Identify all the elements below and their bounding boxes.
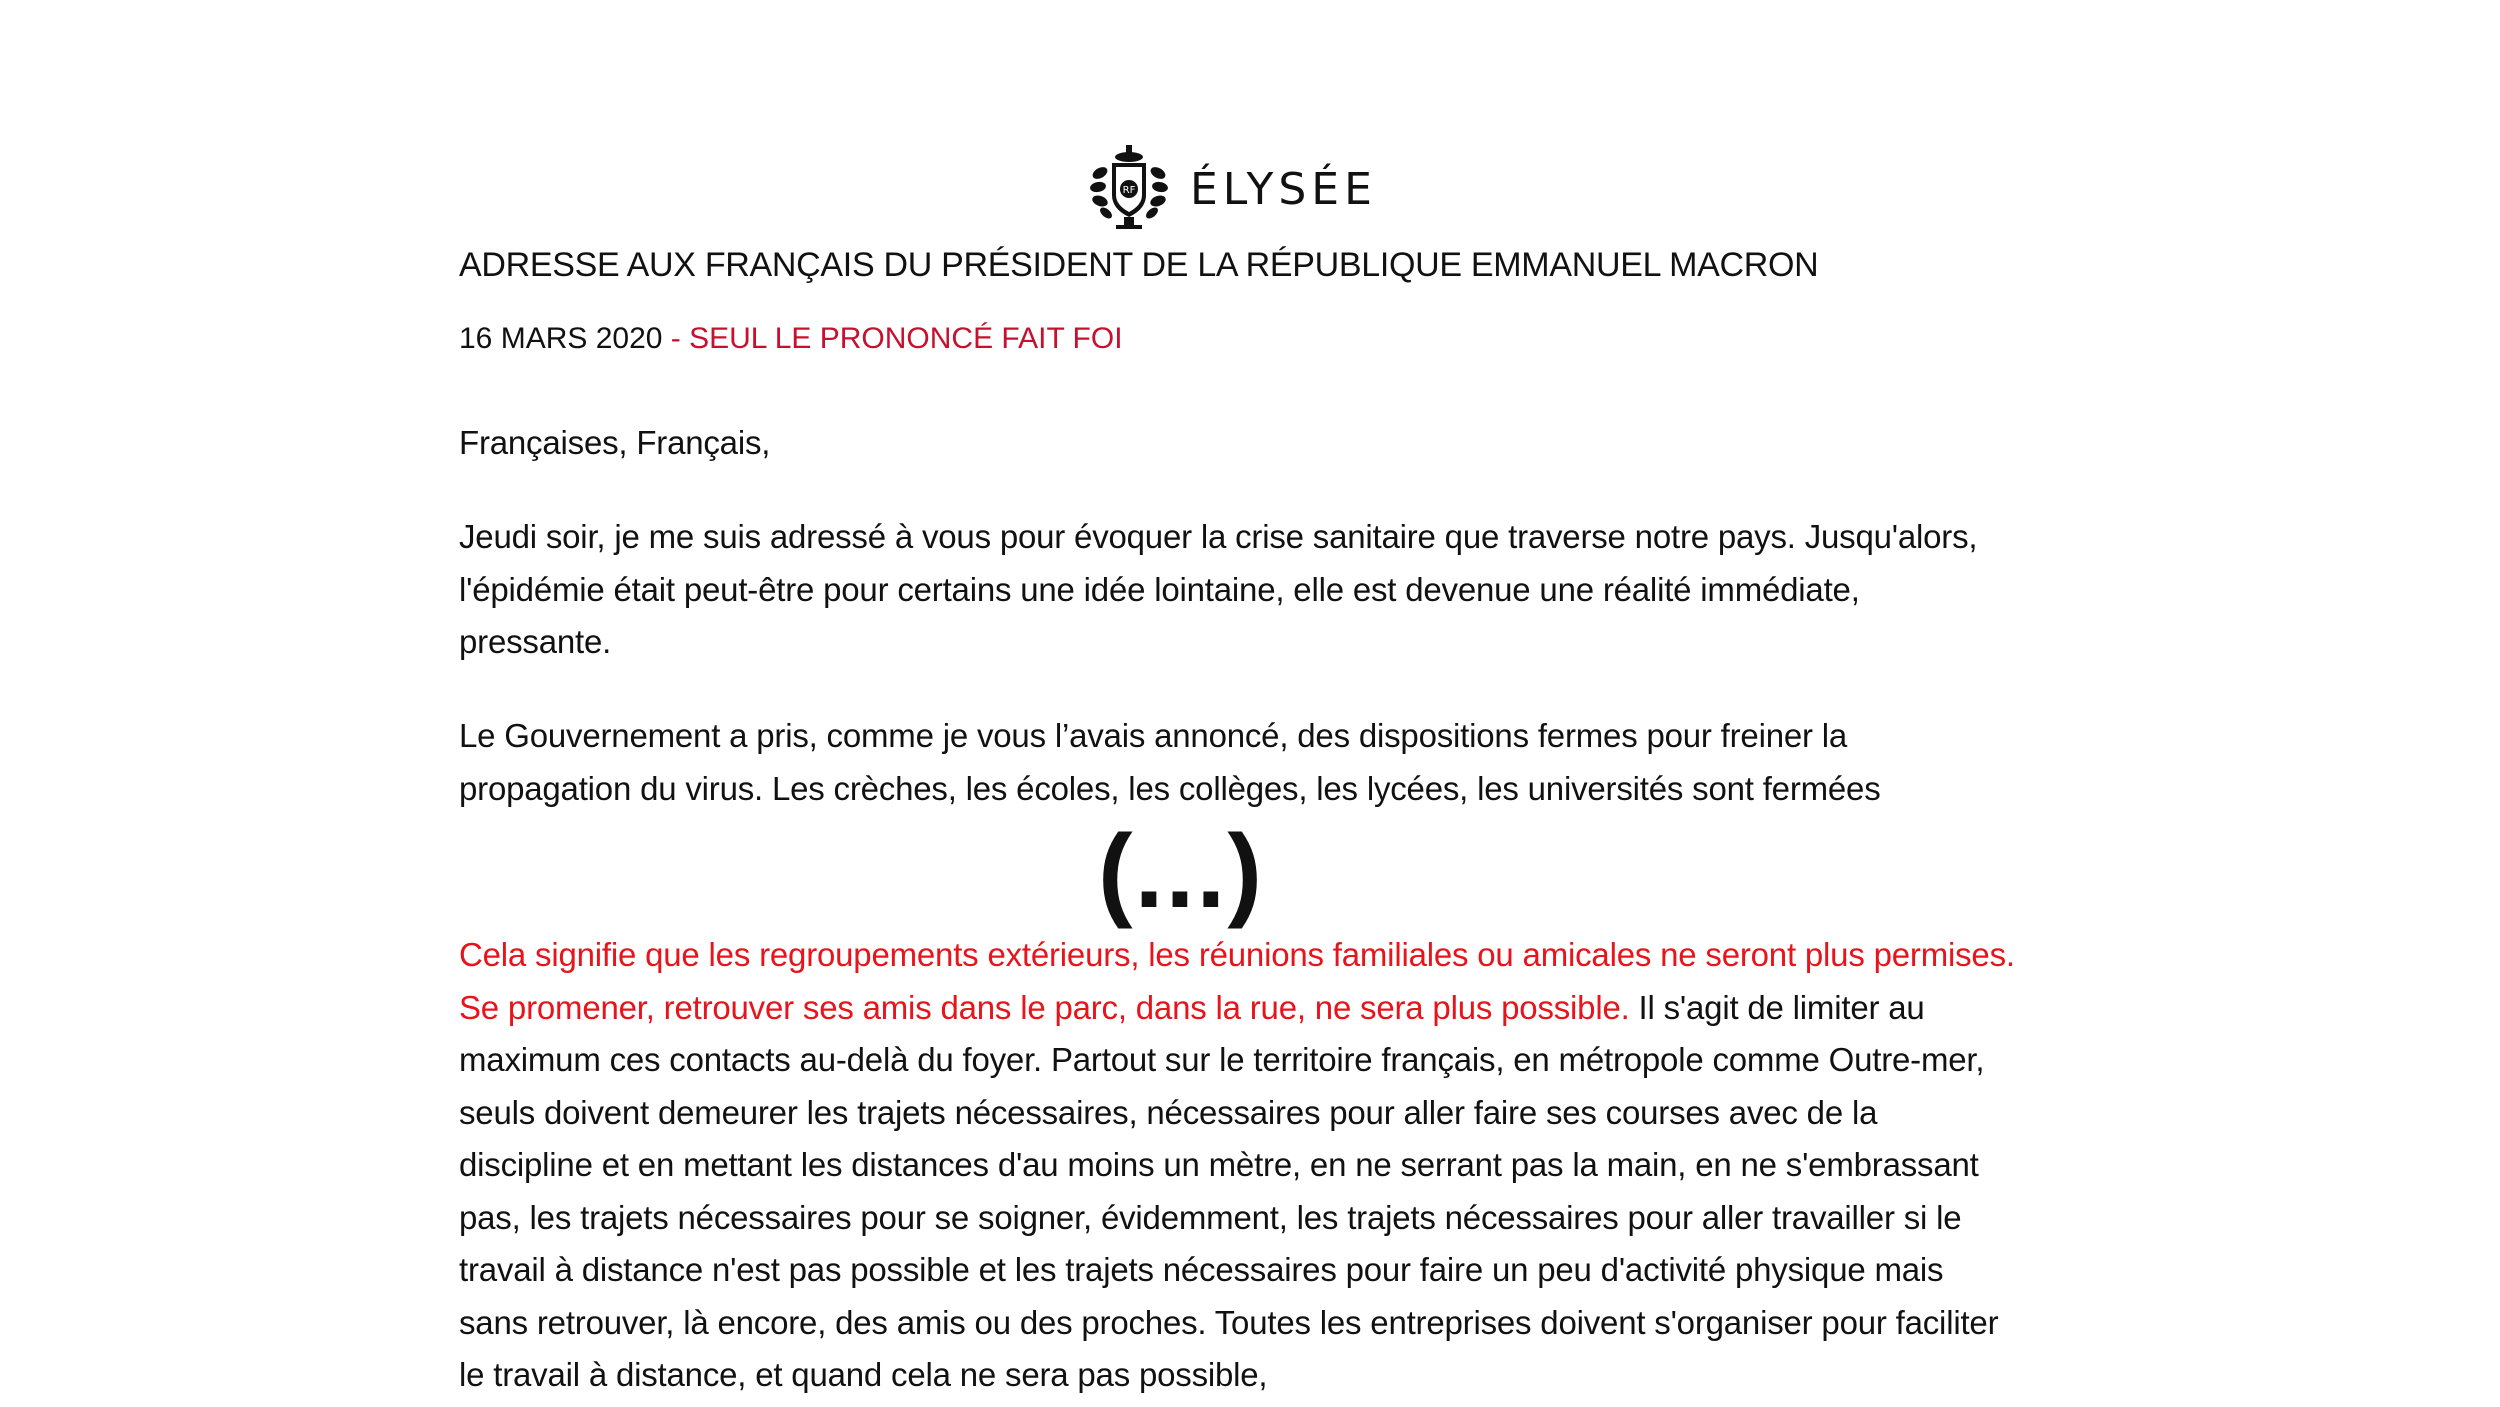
dateline xyxy=(459,321,1123,357)
document-title: ADRESSE AUX FRANÇAIS DU PRÉSIDENT DE LA RÉPUBLIQUE EMMANUEL MACRON xyxy=(459,246,1819,284)
paragraph-1: Jeudi soir, je me suis adressé à vous pour évoquer la crise sanitaire que traverse notre pays. Jusqu'alors, l'épidémie était peut-être pour certains une idée lointaine, elle est devenue une réalité immédiate, pressante. xyxy=(459,518,1978,660)
highlighted-sentence: Cela signifie que les regroupements extérieurs, les réunions familiales ou amicales ne seront plus permises. Se promener, retrouver ses amis dans le parc, dans la rue, ne sera plus possible. xyxy=(459,936,2015,1026)
paragraph-2: Le Gouvernement a pris, comme je vous l’avais annoncé, des dispositions fermes pour freiner la propagation du virus. Les crèches, les écoles, les collèges, les lycées, les universités sont fermées xyxy=(459,717,1881,807)
document-date: 16 MARS 2020 xyxy=(459,322,663,355)
salutation: Françaises, Français, xyxy=(459,424,771,461)
logo-wordmark: ÉLYSÉE xyxy=(1190,164,1377,215)
svg-text:RF: RF xyxy=(1122,185,1136,196)
omission-ellipsis: (...) xyxy=(1098,814,1264,930)
spoken-word-notice: - SEUL LE PRONONCÉ FAIT FOI xyxy=(670,322,1123,355)
paragraph-3 xyxy=(459,929,2019,1402)
republic-emblem-icon xyxy=(1090,143,1168,231)
paragraph-3-continuation: Il s'agit de limiter au maximum ces contacts au-delà du foyer. Partout sur le territoire français, en métropole comme Outre-mer, seuls doivent demeurer les trajets nécessaires, nécessaires pour aller faire ses courses avec de la discipline et en mettant les distances d'au moins un mètre, en ne serrant pas la main, en ne s'embrassant pas, les trajets nécessaires pour se soigner, évidemment, les trajets nécessaires pour aller travailler si le travail à distance n'est pas possible et les trajets nécessaires pour faire un peu d'activité physique mais sans retrouver, là encore, des amis ou des proches. Toutes les entreprises doivent s'organiser pour faciliter le travail à distance, et quand cela ne sera pas possible, xyxy=(459,988,1999,1393)
elysee-logo xyxy=(1090,142,1377,232)
